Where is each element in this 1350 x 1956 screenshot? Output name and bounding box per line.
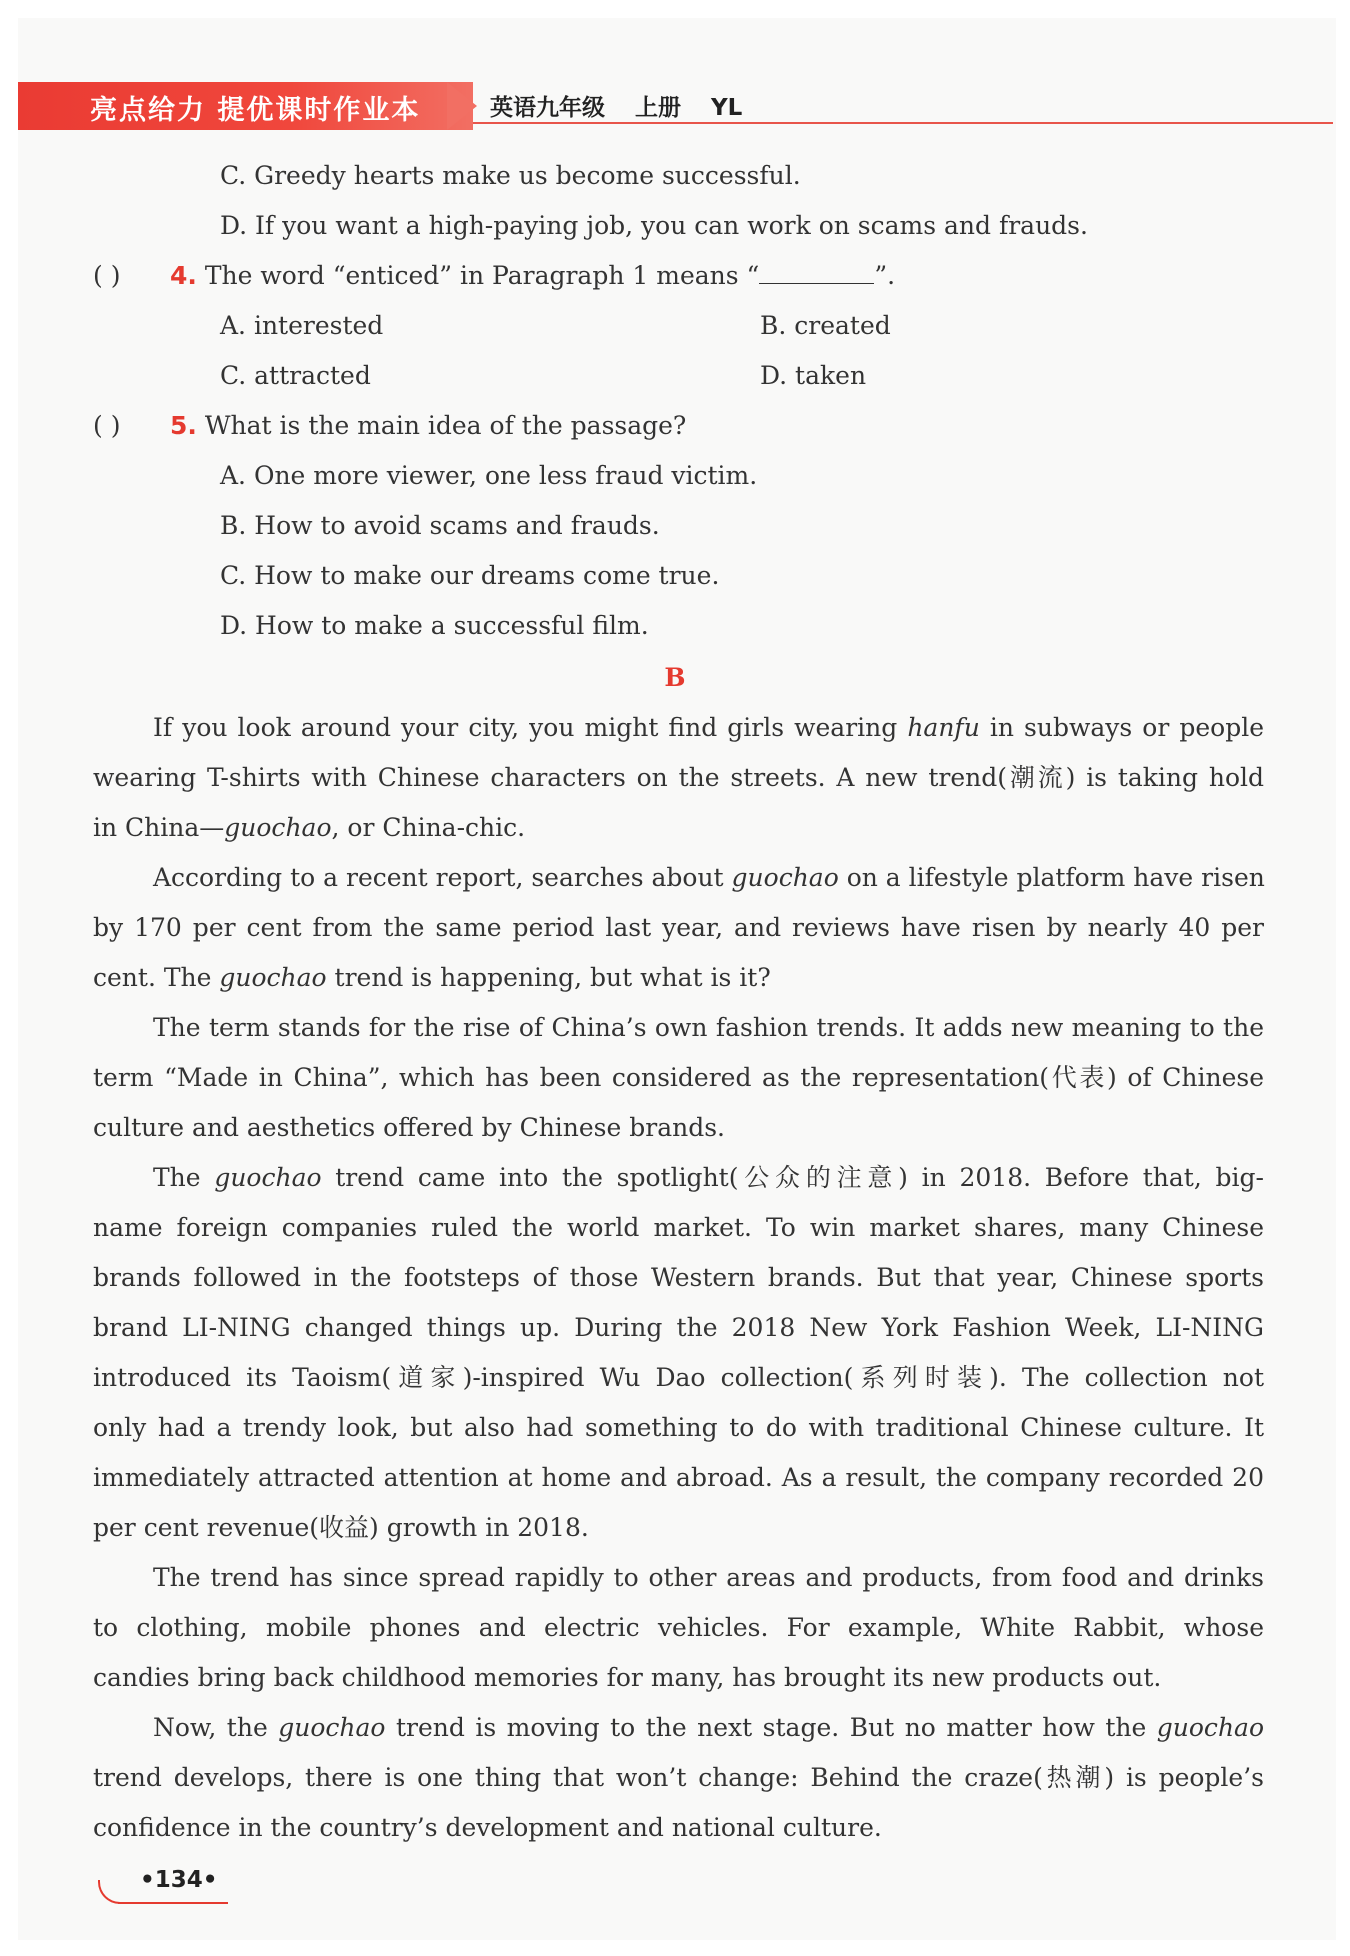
edition-label: YL [711, 95, 743, 121]
question-4-text-before: The word “enticed” in Paragraph 1 means “ [204, 261, 760, 290]
passage-line [93, 1762, 1264, 1794]
passage-line [93, 1812, 1264, 1844]
book-info [490, 89, 764, 122]
passage-line [93, 1062, 1264, 1094]
passage-line [93, 1212, 1264, 1244]
passage-text: , or China-chic. [331, 813, 526, 842]
passage-line [93, 1362, 1264, 1394]
passage-text: trend is moving to the next stage. But no matter how the [385, 1713, 1157, 1742]
passage-text: in subways or people [979, 713, 1264, 742]
passage-text: per cent revenue(收益) growth in 2018. [93, 1513, 589, 1542]
passage-line [153, 862, 1264, 894]
prev-question-option-d: D. If you want a high-paying job, you can work on scams and frauds. [220, 211, 1088, 240]
q5-option-c[interactable]: C. How to make our dreams come true. [220, 561, 720, 590]
passage-line [93, 1462, 1264, 1494]
passage-line [93, 1662, 1264, 1694]
passage-text: on a lifestyle platform have risen [838, 863, 1265, 892]
passage-line [153, 1562, 1264, 1594]
volume-label: 上册 [635, 95, 682, 121]
italic-term: guochao [224, 813, 332, 842]
passage-line [153, 1162, 1264, 1194]
answer-bracket-q4[interactable]: ( ) [93, 261, 121, 290]
header-rule [473, 122, 1333, 124]
passage-text: by 170 per cent from the same period last year, and reviews have risen by nearly 40 per [93, 913, 1264, 942]
question-4-text-after: ”. [874, 261, 896, 290]
footer-rule [118, 1902, 228, 1904]
passage-line [93, 1112, 1264, 1144]
passage-text: candies bring back childhood memories for many, has brought its new products out. [93, 1663, 1162, 1692]
passage-text: trend is happening, but what is it? [326, 963, 771, 992]
q4-option-b[interactable]: B. created [760, 311, 891, 340]
passage-line [153, 1012, 1264, 1044]
passage-text: The trend has since spread rapidly to other areas and products, from food and drinks [153, 1563, 1264, 1592]
passage-text: in China— [93, 813, 225, 842]
passage-line [93, 812, 1264, 844]
passage-line [93, 912, 1264, 944]
question-4-stem [170, 260, 895, 292]
italic-term: guochao [731, 863, 839, 892]
passage-text: trend came into the spotlight(公众的注意) in 2018. Before that, big- [321, 1163, 1264, 1192]
question-5-number: 5. [170, 411, 197, 440]
passage-line [93, 1262, 1264, 1294]
passage-line [153, 712, 1264, 744]
passage-text: brand LI-NING changed things up. During the 2018 New York Fashion Week, LI-NING [93, 1313, 1264, 1342]
passage-text: immediately attracted attention at home and abroad. As a result, the company recorded 20 [93, 1463, 1264, 1492]
italic-term: guochao [278, 1713, 386, 1742]
page-number: •134• [140, 1867, 218, 1893]
passage-text: According to a recent report, searches about [153, 863, 732, 892]
subject-label: 英语九年级 [490, 95, 605, 121]
series-title: 亮点给力 提优课时作业本 [90, 95, 421, 126]
passage-text: Now, the [153, 1713, 279, 1742]
passage-line [93, 1512, 1264, 1544]
q5-option-b[interactable]: B. How to avoid scams and frauds. [220, 511, 660, 540]
italic-term: guochao [214, 1163, 322, 1192]
passage-line [93, 1612, 1264, 1644]
passage-text: only had a trendy look, but also had something to do with traditional Chinese culture. It [93, 1413, 1264, 1442]
passage-text: culture and aesthetics offered by Chinese brands. [93, 1113, 725, 1142]
q4-option-c[interactable]: C. attracted [220, 361, 371, 390]
q5-option-a[interactable]: A. One more viewer, one less fraud victim. [220, 461, 758, 490]
section-b-heading: B [664, 663, 686, 692]
question-5-text: What is the main idea of the passage? [204, 411, 687, 440]
q4-option-a[interactable]: A. interested [220, 311, 384, 340]
passage-line [93, 1412, 1264, 1444]
passage-text: to clothing, mobile phones and electric vehicles. For example, White Rabbit, whose [93, 1613, 1264, 1642]
q5-option-d[interactable]: D. How to make a successful film. [220, 611, 649, 640]
passage-text: brands followed in the footsteps of those Western brands. But that year, Chinese sports [93, 1263, 1264, 1292]
passage-text: wearing T-shirts with Chinese characters on the streets. A new trend(潮流) is taking hold [93, 763, 1264, 792]
passage-line [93, 762, 1264, 794]
passage-text: term “Made in China”, which has been considered as the representation(代表) of Chinese [93, 1063, 1264, 1092]
passage-line [93, 962, 1264, 994]
question-4-number: 4. [170, 261, 197, 290]
italic-term: guochao [219, 963, 327, 992]
q4-option-d[interactable]: D. taken [760, 361, 867, 390]
passage-text: introduced its Taoism(道家)-inspired Wu Dao collection(系列时装). The collection not [93, 1363, 1264, 1392]
italic-term: guochao [1156, 1713, 1264, 1742]
passage-text: The [153, 1163, 215, 1192]
question-5-stem [170, 410, 686, 442]
passage-text: The term stands for the rise of China’s own fashion trends. It adds new meaning to the [153, 1013, 1264, 1042]
italic-term: hanfu [907, 713, 980, 742]
prev-question-option-c: C. Greedy hearts make us become successful. [220, 161, 801, 190]
passage-text: If you look around your city, you might find girls wearing [153, 713, 908, 742]
passage-text: cent. The [93, 963, 220, 992]
passage-line [153, 1712, 1264, 1744]
passage-text: trend develops, there is one thing that won’t change: Behind the craze(热潮) is people’s [93, 1763, 1264, 1792]
passage-text: name foreign companies ruled the world market. To win market shares, many Chinese [93, 1213, 1264, 1242]
passage-text: confidence in the country’s development and national culture. [93, 1813, 882, 1842]
fill-blank[interactable] [759, 261, 874, 284]
passage-line [93, 1312, 1264, 1344]
answer-bracket-q5[interactable]: ( ) [93, 411, 121, 440]
